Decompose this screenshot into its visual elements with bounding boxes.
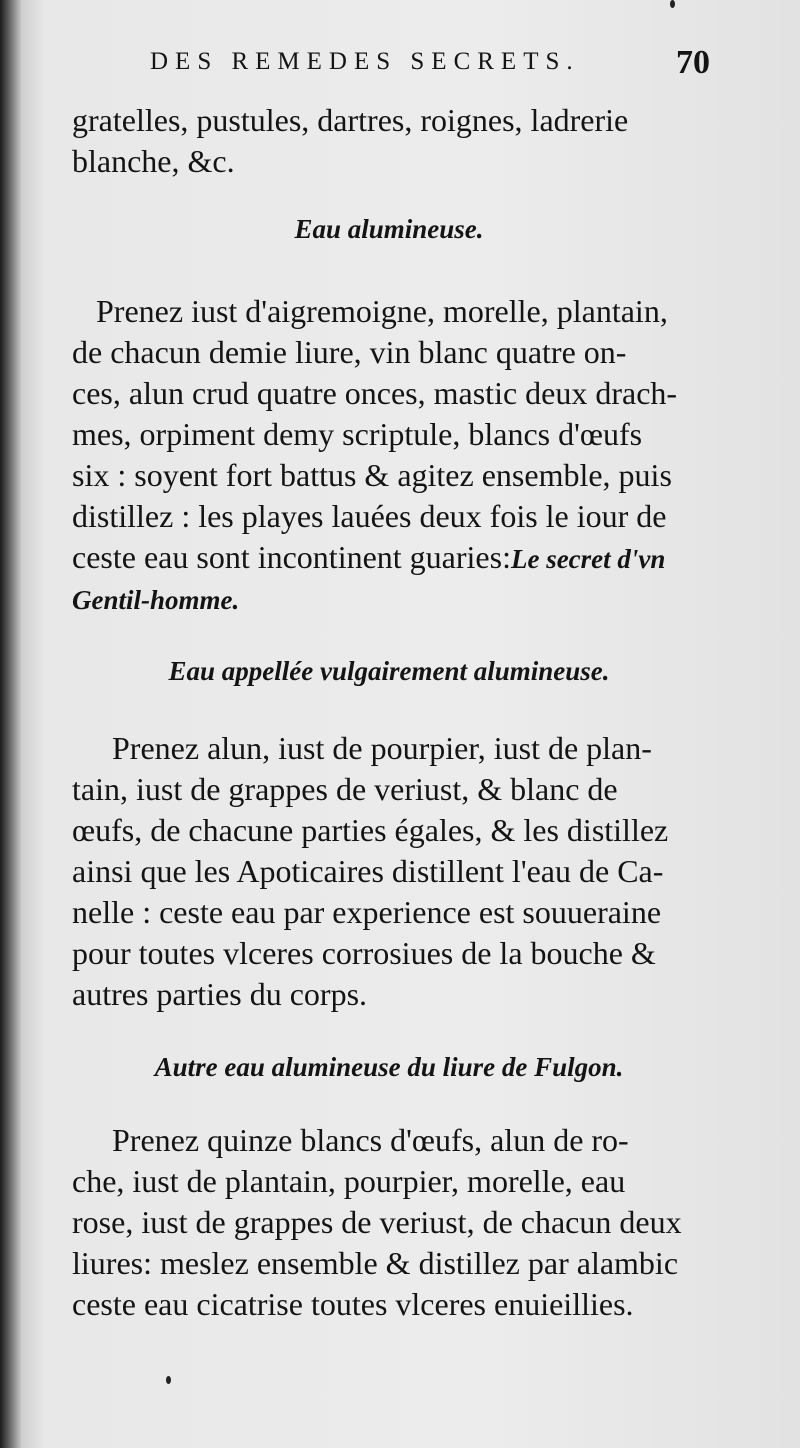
text-line: che, iust de plantain, pourpier, morelle, eau <box>72 1163 626 1199</box>
text-line: nelle : ceste eau par experience est souueraine <box>72 894 662 930</box>
text-line <box>72 537 706 580</box>
text-line: Prenez quinze blancs d'œufs, alun de ro- <box>112 1122 629 1158</box>
ink-speck <box>166 1376 171 1384</box>
text-line: Prenez alun, iust de pourpier, iust de plan- <box>112 730 652 766</box>
text-line: pour toutes vlceres corrosiues de la bouche & <box>72 935 656 971</box>
attribution-end: Gentil-homme. <box>72 585 240 615</box>
text-line: liures: meslez ensemble & distillez par alambic <box>72 1245 679 1281</box>
text-line: six : soyent fort battus & agitez ensemble, puis <box>72 457 672 493</box>
text-line: ceste eau cicatrise toutes vlceres enuieillies. <box>72 1286 634 1322</box>
text-line: ainsi que les Apoticaires distillent l'eau de Ca- <box>72 853 664 889</box>
section-heading-autre-eau: Autre eau alumineuse du liure de Fulgon. <box>154 1052 624 1082</box>
intro-paragraph <box>72 100 706 182</box>
text-line: blanche, &c. <box>72 143 235 179</box>
text-line: mes, orpiment demy scriptule, blancs d'œufs <box>72 416 643 452</box>
page-number: 70 <box>676 44 710 81</box>
text-line: distillez : les playes lauées deux fois le iour de <box>72 498 667 534</box>
section-heading-eau-appellee: Eau appellée vulgairement alumineuse. <box>168 656 610 686</box>
text-line: Prenez iust d'aigremoigne, morelle, plantain, <box>96 293 668 329</box>
section-heading-eau-alumineuse: Eau alumineuse. <box>294 214 484 244</box>
text-line: rose, iust de grappes de veriust, de chacun deux <box>72 1204 682 1240</box>
text-line: ces, alun crud quatre onces, mastic deux drach- <box>72 375 678 411</box>
text-line-roman: ceste eau sont incontinent guaries: <box>72 539 511 575</box>
running-head <box>150 44 710 88</box>
section-3-paragraph <box>72 1120 706 1325</box>
running-title: DES REMEDES SECRETS. <box>150 48 580 75</box>
text-line: gratelles, pustules, dartres, roignes, ladrerie <box>72 102 629 138</box>
attribution-italic: Le secret d'vn <box>510 544 666 574</box>
text-line: tain, iust de grappes de veriust, & blanc de <box>72 771 618 807</box>
text-line: œufs, de chacune parties égales, & les distillez <box>72 812 669 848</box>
text-line: autres parties du corps. <box>72 976 368 1012</box>
section-1-paragraph <box>72 291 706 621</box>
section-2-paragraph <box>72 728 706 1015</box>
text-line: de chacun demie liure, vin blanc quatre on- <box>72 334 627 370</box>
ink-speck <box>670 0 675 8</box>
